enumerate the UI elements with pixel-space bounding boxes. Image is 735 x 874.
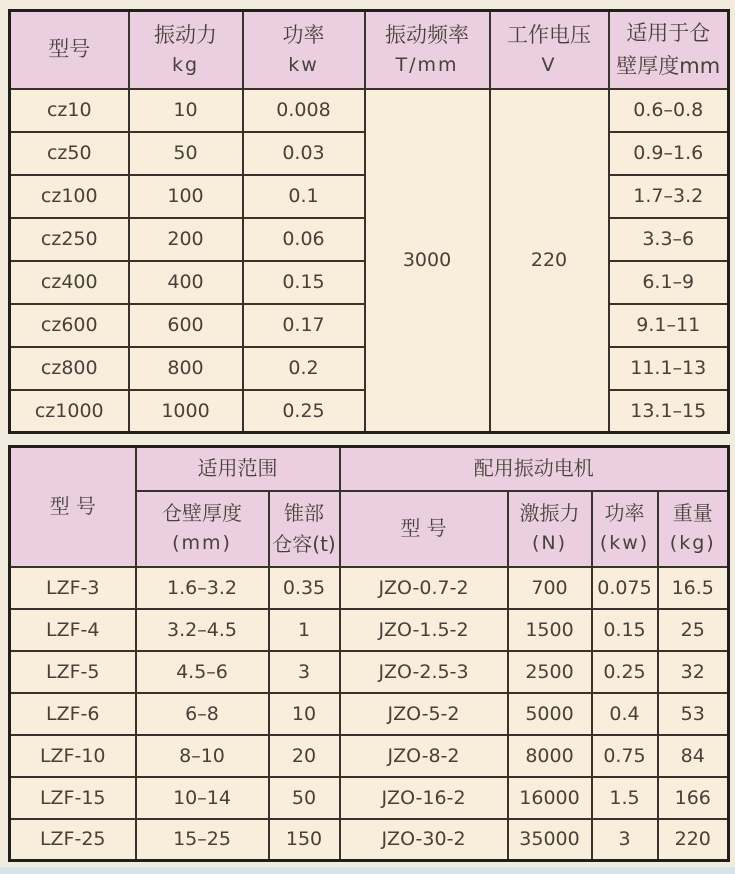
cell-power: 0.2: [243, 347, 365, 390]
th-frequency-unit: T/mm: [395, 54, 459, 77]
th-lzf-model: [10, 447, 136, 567]
cell-model: cz10: [10, 89, 129, 132]
th-cone-capacity: [269, 491, 340, 567]
cell-model: cz50: [10, 132, 129, 175]
cell-cone: 3: [269, 651, 340, 693]
cell-cone: 20: [269, 735, 340, 777]
cell-model: cz400: [10, 261, 129, 304]
cell-power: 0.15: [243, 261, 365, 304]
cell-wall: 15–25: [136, 819, 269, 861]
cell-cone: 150: [269, 819, 340, 861]
cell-model: cz250: [10, 218, 129, 261]
th-voltage-line1: 工作电压: [507, 22, 591, 47]
cell-force: 10: [129, 89, 243, 132]
cell-weight: 220: [658, 819, 729, 861]
cell-exforce: 16000: [508, 777, 592, 819]
th-wall-thickness: [609, 11, 729, 89]
cell-wall: 1.7–3.2: [609, 175, 729, 218]
scan-bottom-edge: [0, 867, 735, 874]
table-row: [10, 609, 729, 651]
cell-motor: JZO-2.5-3: [340, 651, 508, 693]
cell-cone: 50: [269, 777, 340, 819]
th-exforce-unit: (N): [531, 532, 568, 555]
table-row: [10, 567, 729, 609]
cell-wall: 13.1–15: [609, 390, 729, 433]
th-model-label: 型号: [48, 37, 91, 62]
th-cone-line2: 仓容(t): [272, 531, 336, 556]
table2-group-header-row: [10, 447, 729, 491]
table-row: [10, 735, 729, 777]
table-row: [10, 777, 729, 819]
cell-model: LZF-15: [10, 777, 136, 819]
cell-force: 50: [129, 132, 243, 175]
th-motor-group-label: 配用振动电机: [473, 456, 594, 481]
cell-model: LZF-10: [10, 735, 136, 777]
cell-wall: 3.3–6: [609, 218, 729, 261]
th-force-line1: 振动力: [154, 22, 217, 47]
cell-power: 3: [592, 819, 658, 861]
cell-force: 400: [129, 261, 243, 304]
cell-wall: 0.9–1.6: [609, 132, 729, 175]
cell-wall: 6.1–9: [609, 261, 729, 304]
th-weight-line1: 重量: [672, 501, 713, 526]
th-motor-group: [340, 447, 729, 491]
cell-motor: JZO-5-2: [340, 693, 508, 735]
table-row: [10, 89, 729, 132]
cell-power: 0.25: [592, 651, 658, 693]
cell-weight: 166: [658, 777, 729, 819]
cell-weight: 84: [658, 735, 729, 777]
cell-wall: 8–10: [136, 735, 269, 777]
cell-force: 200: [129, 218, 243, 261]
th-motor-model: [340, 491, 508, 567]
cell-force: 600: [129, 304, 243, 347]
table-row: [10, 693, 729, 735]
cell-cone: 1: [269, 609, 340, 651]
cell-power: 0.17: [243, 304, 365, 347]
th-wall-thickness: [136, 491, 269, 567]
cell-power: 0.15: [592, 609, 658, 651]
cell-frequency-merged: 3000: [365, 89, 490, 433]
cell-weight: 32: [658, 651, 729, 693]
cell-motor: JZO-30-2: [340, 819, 508, 861]
th-voltage: [490, 11, 609, 89]
cell-force: 800: [129, 347, 243, 390]
th-weight-unit: (kg): [669, 532, 716, 555]
th-power-unit: kw: [288, 54, 319, 77]
cell-wall: 9.1–11: [609, 304, 729, 347]
cell-exforce: 700: [508, 567, 592, 609]
cell-model: LZF-6: [10, 693, 136, 735]
cell-model: cz1000: [10, 390, 129, 433]
th-voltage-unit: V: [541, 54, 557, 77]
th-range-group: [136, 447, 340, 491]
cell-wall: 6–8: [136, 693, 269, 735]
th-model: [10, 11, 129, 89]
cell-exforce: 2500: [508, 651, 592, 693]
cell-exforce: 35000: [508, 819, 592, 861]
cell-power: 0.06: [243, 218, 365, 261]
cell-motor: JZO-16-2: [340, 777, 508, 819]
cell-power: 0.1: [243, 175, 365, 218]
cell-power: 0.4: [592, 693, 658, 735]
cell-exforce: 1500: [508, 609, 592, 651]
cell-force: 1000: [129, 390, 243, 433]
th-frequency: [365, 11, 490, 89]
cell-weight: 25: [658, 609, 729, 651]
cell-cone: 10: [269, 693, 340, 735]
cell-motor: JZO-1.5-2: [340, 609, 508, 651]
cell-power: 0.25: [243, 390, 365, 433]
cell-wall: 11.1–13: [609, 347, 729, 390]
cell-exforce: 5000: [508, 693, 592, 735]
th-motor-model-label: 型 号: [400, 516, 447, 540]
cell-model: LZF-25: [10, 819, 136, 861]
cell-wall: 0.6–0.8: [609, 89, 729, 132]
th-lzf-model-label: 型 号: [49, 494, 96, 519]
table1-header-row: [10, 11, 729, 89]
table-row: [10, 651, 729, 693]
th-range-group-label: 适用范围: [197, 456, 278, 481]
th-motor-power-line1: 功率: [604, 501, 645, 526]
th-motor-power: [592, 491, 658, 567]
cell-power: 0.008: [243, 89, 365, 132]
cell-wall: 10–14: [136, 777, 269, 819]
th-excitation-force: [508, 491, 592, 567]
cell-force: 100: [129, 175, 243, 218]
cell-model: cz600: [10, 304, 129, 347]
th-wall-unit: (mm): [172, 532, 232, 555]
cell-model: LZF-4: [10, 609, 136, 651]
th-wall-line2: 壁厚度mm: [616, 53, 721, 78]
th-wall-line1: 仓壁厚度: [162, 501, 242, 526]
cell-cone: 0.35: [269, 567, 340, 609]
th-wall-line1: 适用于仓: [626, 21, 711, 46]
cell-power: 0.03: [243, 132, 365, 175]
cell-motor: JZO-0.7-2: [340, 567, 508, 609]
table-row: [10, 819, 729, 861]
cell-voltage-merged: 220: [490, 89, 609, 433]
th-motor-power-unit: (kw): [599, 532, 650, 555]
cell-weight: 16.5: [658, 567, 729, 609]
cell-power: 0.75: [592, 735, 658, 777]
cell-model: cz100: [10, 175, 129, 218]
cell-wall: 1.6–3.2: [136, 567, 269, 609]
cell-motor: JZO-8-2: [340, 735, 508, 777]
th-frequency-line1: 振动频率: [385, 22, 469, 47]
th-vibration-force: [129, 11, 243, 89]
lzf-motor-spec-table: [8, 445, 730, 862]
cell-model: LZF-5: [10, 651, 136, 693]
cell-model: LZF-3: [10, 567, 136, 609]
cell-wall: 4.5–6: [136, 651, 269, 693]
cell-power: 0.075: [592, 567, 658, 609]
cell-power: 1.5: [592, 777, 658, 819]
cell-exforce: 8000: [508, 735, 592, 777]
cell-model: cz800: [10, 347, 129, 390]
cell-wall: 3.2–4.5: [136, 609, 269, 651]
th-exforce-line1: 激振力: [519, 501, 580, 526]
th-weight: [658, 491, 729, 567]
cell-weight: 53: [658, 693, 729, 735]
th-force-unit: kg: [171, 54, 200, 77]
th-cone-line1: 锥部: [284, 500, 324, 525]
th-power: [243, 11, 365, 89]
cz-vibrator-spec-table: [8, 9, 730, 434]
th-power-line1: 功率: [282, 22, 325, 47]
